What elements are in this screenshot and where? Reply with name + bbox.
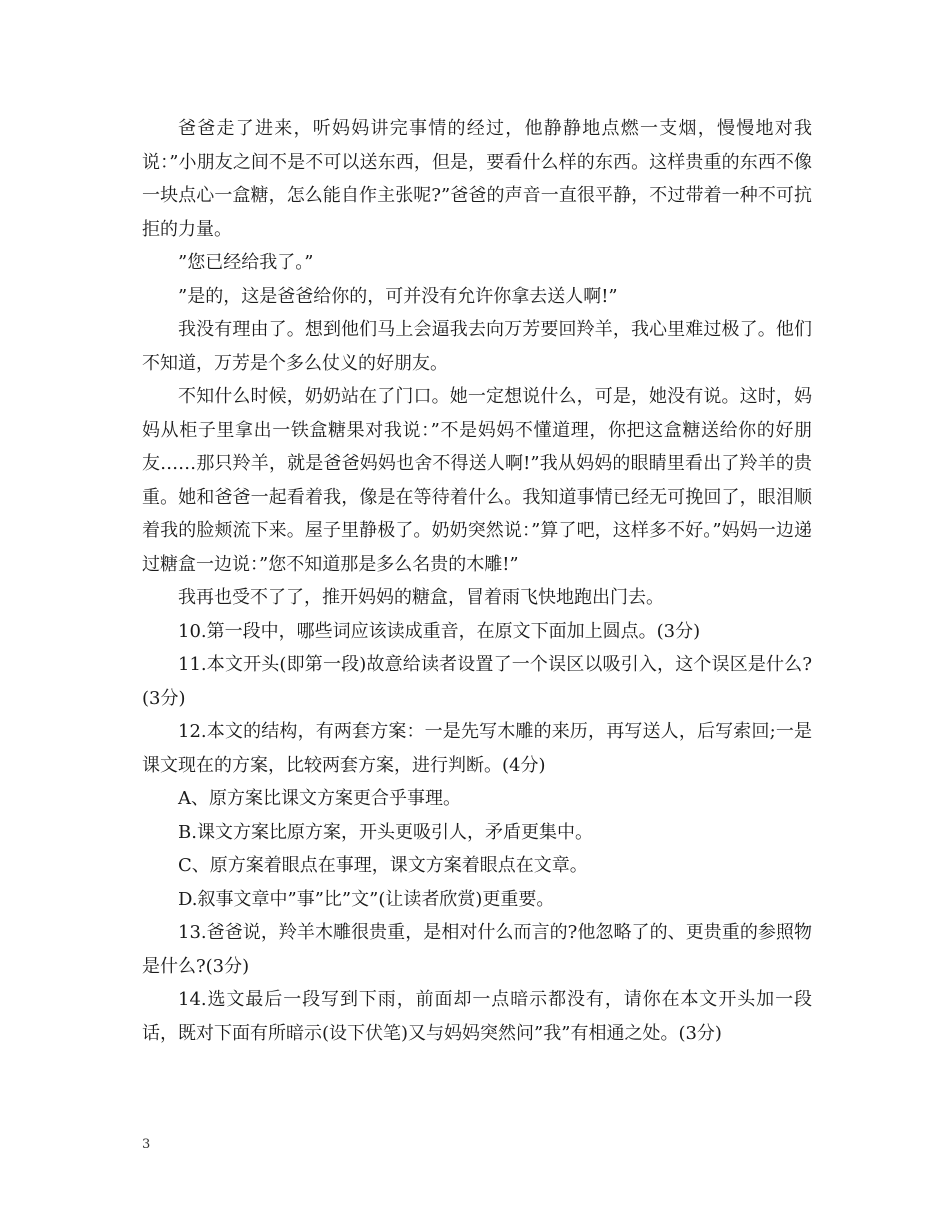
question-11: 11.本文开头(即第一段)故意给读者设置了一个误区以吸引入，这个误区是什么?(3分): [142, 654, 812, 709]
dialogue-father-reply: ”是的，这是爸爸给你的，可并没有允许你拿去送人啊!”: [178, 285, 618, 307]
option-a: A、原方案比课文方案更合乎事理。: [178, 788, 461, 809]
dialogue-you-gave-it: ”您已经给我了。”: [178, 252, 314, 273]
option-c: C、原方案着眼点在事理，课文方案着眼点在文章。: [178, 855, 588, 876]
question-12: 12.本文的结构，有两套方案：一是先写木雕的来历，再写送人，后写索回;一是课文现在的方案，比较两套方案，进行判断。(4分): [142, 721, 812, 776]
story-paragraph-no-reason: 我没有理由了。想到他们马上会逼我去向万芳要回羚羊，我心里难过极了。他们不知道，万芳是个多么仗义的好朋友。: [142, 319, 812, 374]
story-paragraph-grandma: 不知什么时候，奶奶站在了门口。她一定想说什么，可是，她没有说。这时，妈妈从柜子里拿出一铁盒糖果对我说：”不是妈妈不懂道理，你把这盒糖送给你的好朋友……那只羚羊，就是爸爸妈妈也舍不得送人啊!”我从妈妈的眼睛里看出了羚羊的贵重。她和爸爸一起看着我，像是在等待着什么。我知道事情已经无可挽回了，眼泪顺着我的脸颊流下来。屋子里静极了。奶奶突然说：”算了吧，这样多不好。”妈妈一边递过糖盒一边说：”您不知道那是多么名贵的木雕!”: [142, 386, 812, 575]
question-14: 14.选文最后一段写到下雨，前面却一点暗示都没有，请你在本文开头加一段话，既对下面有所暗示(设下伏笔)又与妈妈突然问”我”有相通之处。(3分): [142, 989, 812, 1044]
option-d: D.叙事文章中”事”比”文”(让读者欣赏)更重要。: [178, 888, 555, 910]
story-paragraph-father-enters: 爸爸走了进来，听妈妈讲完事情的经过，他静静地点燃一支烟，慢慢地对我说：”小朋友之间不是不可以送东西，但是，要看什么样的东西。这样贵重的东西不像一块点心一盒糖，怎么能自作主张呢?”爸爸的声音一直很平静，不过带着一种不可抗拒的力量。: [142, 118, 812, 240]
story-paragraph-run-out: 我再也受不了了，推开妈妈的糖盒，冒着雨飞快地跑出门去。: [178, 587, 664, 608]
option-b: B.课文方案比原方案，开头更吸引人，矛盾更集中。: [178, 821, 593, 843]
question-13: 13.爸爸说，羚羊木雕很贵重，是相对什么而言的?他忽略了的、更贵重的参照物是什么?(3分): [142, 922, 812, 977]
question-10: 10.第一段中，哪些词应该读成重音，在原文下面加上圆点。(3分): [178, 620, 701, 642]
page-number: 3: [142, 1137, 151, 1152]
document-body: [142, 112, 812, 1050]
